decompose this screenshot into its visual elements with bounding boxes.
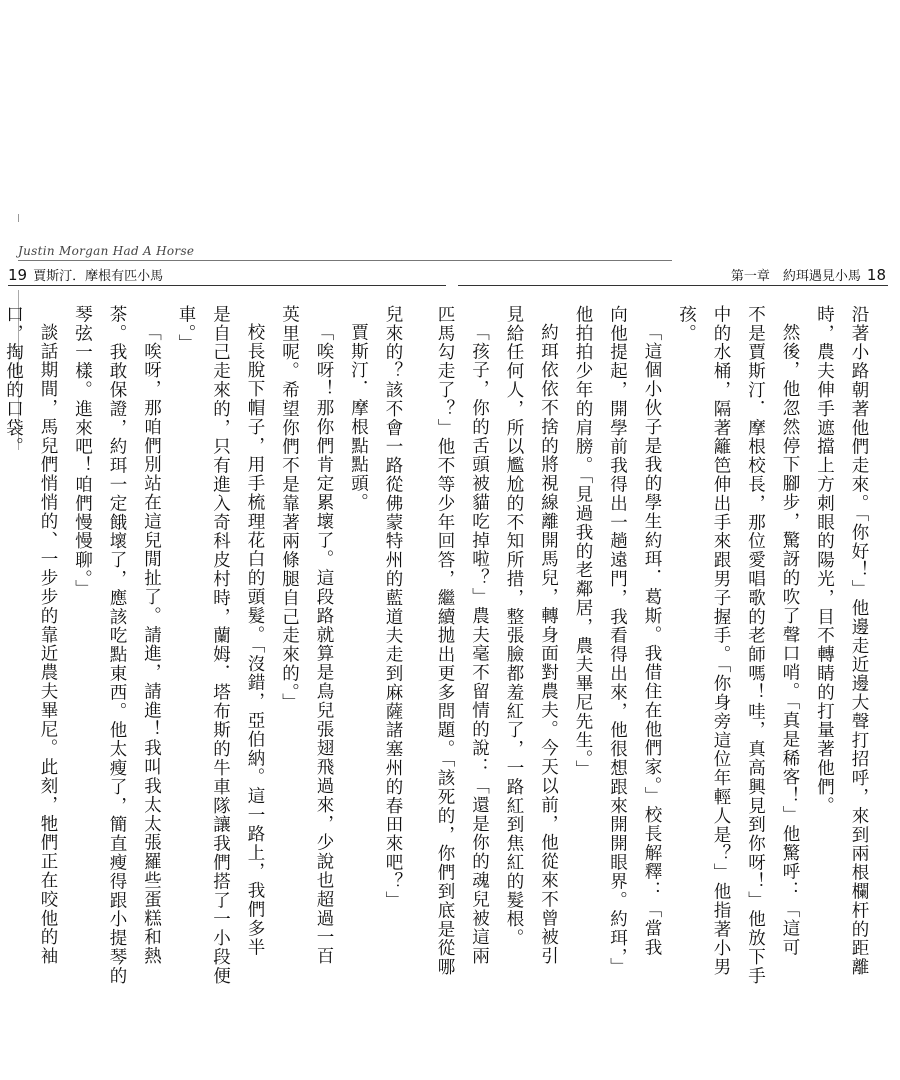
text-column: 口，掏他的口袋。 (3, 305, 24, 457)
text-column: 然後，他忽然停下腳步，驚訝的吹了聲口哨。「真是稀客！」他驚呼：「這可 (780, 322, 800, 957)
text-column: 見給任何人，所以尷尬的不知所措，整張臉都羞紅了，一路紅到焦紅的髮根。 (504, 305, 524, 948)
left-page-body (3, 305, 410, 1025)
text-column: 茶。我敢保證，約珥一定餓壞了，應該吃點東西。他太瘦了，簡直瘦得跟小提琴的 (107, 305, 127, 986)
top-crop-mark (18, 214, 23, 222)
text-column: 他拍拍少年的肩膀。「見過我的老鄰居，農夫畢尼先生。」 (573, 305, 593, 779)
text-column: 賈斯汀．摩根點點頭。 (348, 322, 369, 512)
text-column: 「唉呀！那你們肯定累壞了。這段路就算是鳥兒張翅飛過來，少說也超過一百 (314, 322, 334, 966)
text-column: 校長脫下帽子，用手梳理花白的頭髮。「沒錯，亞伯納。這一路上，我們多半 (245, 322, 265, 957)
text-column: 「這個小伙子是我的學生約珥．葛斯。我借住在他們家。」校長解釋：「當我 (642, 322, 662, 957)
text-column: 琴弦一樣。進來吧！咱們慢慢聊。」 (72, 305, 93, 599)
text-column: 沿著小路朝著他們走來。「你好！」他邊走近邊大聲打招呼，來到兩根欄杆的距離 (849, 305, 869, 977)
text-column: 時，農夫伸手遮擋上方刺眼的陽光，目不轉睛的打量著他們。 (814, 305, 835, 816)
right-chapter-title: 第一章 約珥遇見小馬 (730, 269, 861, 284)
text-column: 中的水桶，隔著籬笆伸出手來跟男子握手。「你身旁這位年輕人是？」他指著小男 (711, 305, 731, 977)
right-page-header (731, 265, 886, 284)
text-column: 孩。 (676, 305, 697, 343)
running-title-rule (18, 260, 672, 261)
running-title: Justin Morgan Had A Horse (18, 244, 195, 258)
right-header-rule (458, 285, 888, 286)
text-column: 「孩子，你的舌頭被貓吃掉啦？」農夫毫不留情的說：「還是你的魂兒被這兩 (469, 322, 490, 966)
right-page-number: 18 (866, 265, 886, 284)
left-book-title: 賈斯汀．摩根有匹小馬 (33, 269, 164, 284)
text-column: 是自己走來的，只有進入奇科皮村時，蘭姆．塔布斯的牛車隊讓我們搭了一小段便 (210, 305, 231, 986)
text-column: 不是賈斯汀．摩根校長，那位愛唱歌的老師嗎！哇，真高興見到你呀！」他放下手 (745, 305, 766, 986)
left-header-rule (8, 285, 446, 286)
text-column: 談話期間，馬兒們悄悄的、一步步的靠近農夫畢尼。此刻，牠們正在咬他的袖 (38, 322, 58, 966)
text-column: 「唉呀，那咱們別站在這兒閒扯了。請進，請進！我叫我太太張羅些蛋糕和熱 (141, 322, 162, 966)
text-column: 兒來的？該不會一路從佛蒙特州的藍道夫走到麻薩諸塞州的春田來吧？」 (383, 305, 403, 910)
right-page-body (435, 305, 876, 1025)
text-column: 英里呢。希望你們不是靠著兩條腿自己走來的。」 (279, 305, 300, 713)
text-column: 向他提起，開學前我得出一趟遠門，我看得出來，他很想跟來開開眼界。約珥，」 (607, 305, 628, 977)
text-column: 匹馬勾走了？」他不等少年回答，繼續拋出更多問題。「該死的，你們到底是從哪 (435, 305, 455, 977)
text-column: 約珥依依不捨的將視線離開馬兒，轉身面對農夫。今天以前，他從來不曾被引 (538, 322, 559, 966)
text-column: 車。」 (176, 305, 196, 353)
left-page-header (8, 265, 163, 284)
left-page-number: 19 (8, 265, 28, 284)
